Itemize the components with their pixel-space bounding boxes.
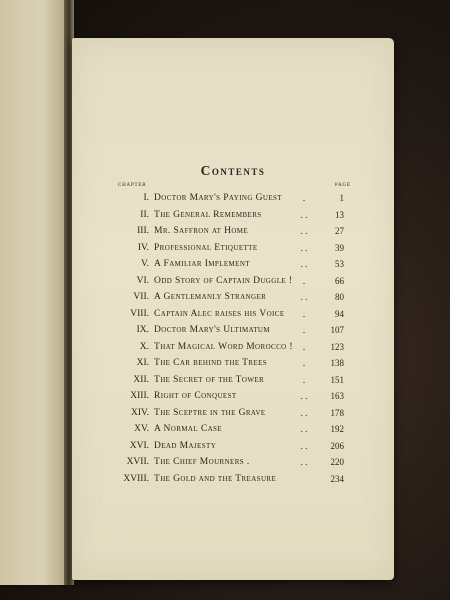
dot-leader: .	[302, 193, 306, 203]
chapter-title: The Gold and the Treasure	[154, 473, 277, 484]
toc-row	[72, 290, 394, 307]
page-number: 80	[335, 292, 344, 302]
toc-row	[72, 241, 394, 258]
chapter-title: The Car behind the Trees	[154, 358, 268, 368]
chapter-title: A Familiar Implement	[154, 259, 250, 269]
chapter-title: The Sceptre in the Grave	[154, 407, 266, 418]
toc-row	[72, 208, 394, 225]
chapter-title: Odd Story of Captain Duggle !	[154, 275, 293, 286]
toc-row	[72, 191, 394, 208]
toc-row	[72, 323, 394, 340]
chapter-title: The Chief Mourners .	[154, 457, 250, 467]
chapter-number: I.	[143, 193, 149, 203]
toc-row	[72, 257, 394, 274]
left-page-edge	[0, 0, 70, 585]
contents-page	[72, 38, 394, 580]
page-title: Contents	[200, 163, 266, 178]
toc-row	[72, 406, 394, 423]
toc-row	[72, 307, 394, 324]
chapter-number: III.	[137, 226, 149, 236]
dot-leader: .	[302, 341, 306, 352]
chapter-title: Captain Alec raises his Voice	[154, 308, 285, 319]
page-number: 1	[339, 193, 344, 203]
page-number: 206	[330, 440, 344, 451]
chapter-title: The Secret of the Tower	[154, 374, 265, 385]
chapter-number: IV.	[137, 242, 149, 253]
toc-row	[72, 439, 394, 456]
chapter-number: VII.	[133, 292, 149, 302]
dot-leader: . .	[300, 259, 308, 269]
toc-row	[72, 274, 394, 291]
chapter-title: The General Remembers	[154, 209, 262, 220]
page-number: 192	[330, 424, 344, 434]
chapter-title: Professional Etiquette	[154, 242, 258, 253]
toc-row	[72, 224, 394, 241]
chapter-number: XVIII.	[123, 473, 149, 484]
chapter-number: X.	[139, 341, 149, 352]
chapter-title: That Magical Word Morocco !	[154, 341, 293, 352]
table-of-contents	[72, 191, 394, 488]
chapter-number: VI.	[136, 275, 149, 286]
chapter-number: XV.	[134, 424, 149, 434]
dot-leader: . .	[300, 242, 308, 253]
dot-leader: . .	[300, 226, 308, 236]
dot-leader: . .	[300, 209, 308, 220]
page-number: 66	[335, 275, 344, 286]
chapter-number: XIV.	[130, 407, 149, 418]
page-number: 27	[335, 226, 344, 236]
chapter-title: Mr. Saffron at Home	[154, 226, 249, 236]
page-number: 53	[335, 259, 344, 269]
chapter-number: XII.	[133, 374, 149, 385]
page-number: 94	[335, 308, 344, 319]
toc-row	[72, 356, 394, 373]
toc-row	[72, 455, 394, 472]
dot-leader: .	[302, 358, 306, 368]
chapter-number: XVI.	[129, 440, 149, 451]
toc-row	[72, 389, 394, 406]
dot-leader: . .	[300, 292, 308, 302]
dot-leader: .	[302, 374, 306, 385]
page-number: 178	[330, 407, 344, 418]
chapter-title: A Normal Case	[154, 424, 222, 434]
chapter-title: A Gentlemanly Stranger	[154, 292, 267, 302]
page-number: 138	[330, 358, 344, 368]
dot-leader: .	[302, 275, 306, 286]
dot-leader: .	[302, 308, 306, 319]
chapter-number: V.	[140, 259, 149, 269]
page-number: 220	[330, 457, 344, 467]
chapter-title: Right of Conquest	[154, 391, 237, 401]
toc-row	[72, 472, 394, 489]
chapter-number: XVII.	[126, 457, 149, 467]
dot-leader: . .	[300, 424, 308, 434]
chapter-title: Doctor Mary's Ultimatum	[154, 325, 271, 335]
page-number: 234	[330, 473, 344, 484]
page-column-header: PAGE	[335, 183, 351, 188]
dot-leader: .	[302, 325, 306, 335]
chapter-number: IX.	[136, 325, 149, 335]
dot-leader: . .	[300, 391, 308, 401]
chapter-number: VIII.	[130, 308, 149, 319]
page-number: 107	[330, 325, 344, 335]
toc-row	[72, 373, 394, 390]
chapter-title: Doctor Mary's Paying Guest	[154, 193, 282, 203]
toc-row	[72, 422, 394, 439]
chapter-title: Dead Majesty	[154, 440, 217, 451]
toc-row	[72, 340, 394, 357]
page-number: 163	[330, 391, 344, 401]
chapter-number: XI.	[136, 358, 149, 368]
chapter-number: II.	[140, 209, 149, 220]
page-number: 13	[335, 209, 344, 220]
dot-leader: . .	[300, 407, 308, 418]
page-number: 151	[330, 374, 344, 385]
page-number: 123	[330, 341, 344, 352]
dot-leader: . .	[300, 457, 308, 467]
page-number: 39	[335, 242, 344, 253]
chapter-number: XIII.	[130, 391, 149, 401]
dot-leader: . .	[300, 440, 308, 451]
chapter-column-header: CHAPTER	[118, 183, 147, 188]
